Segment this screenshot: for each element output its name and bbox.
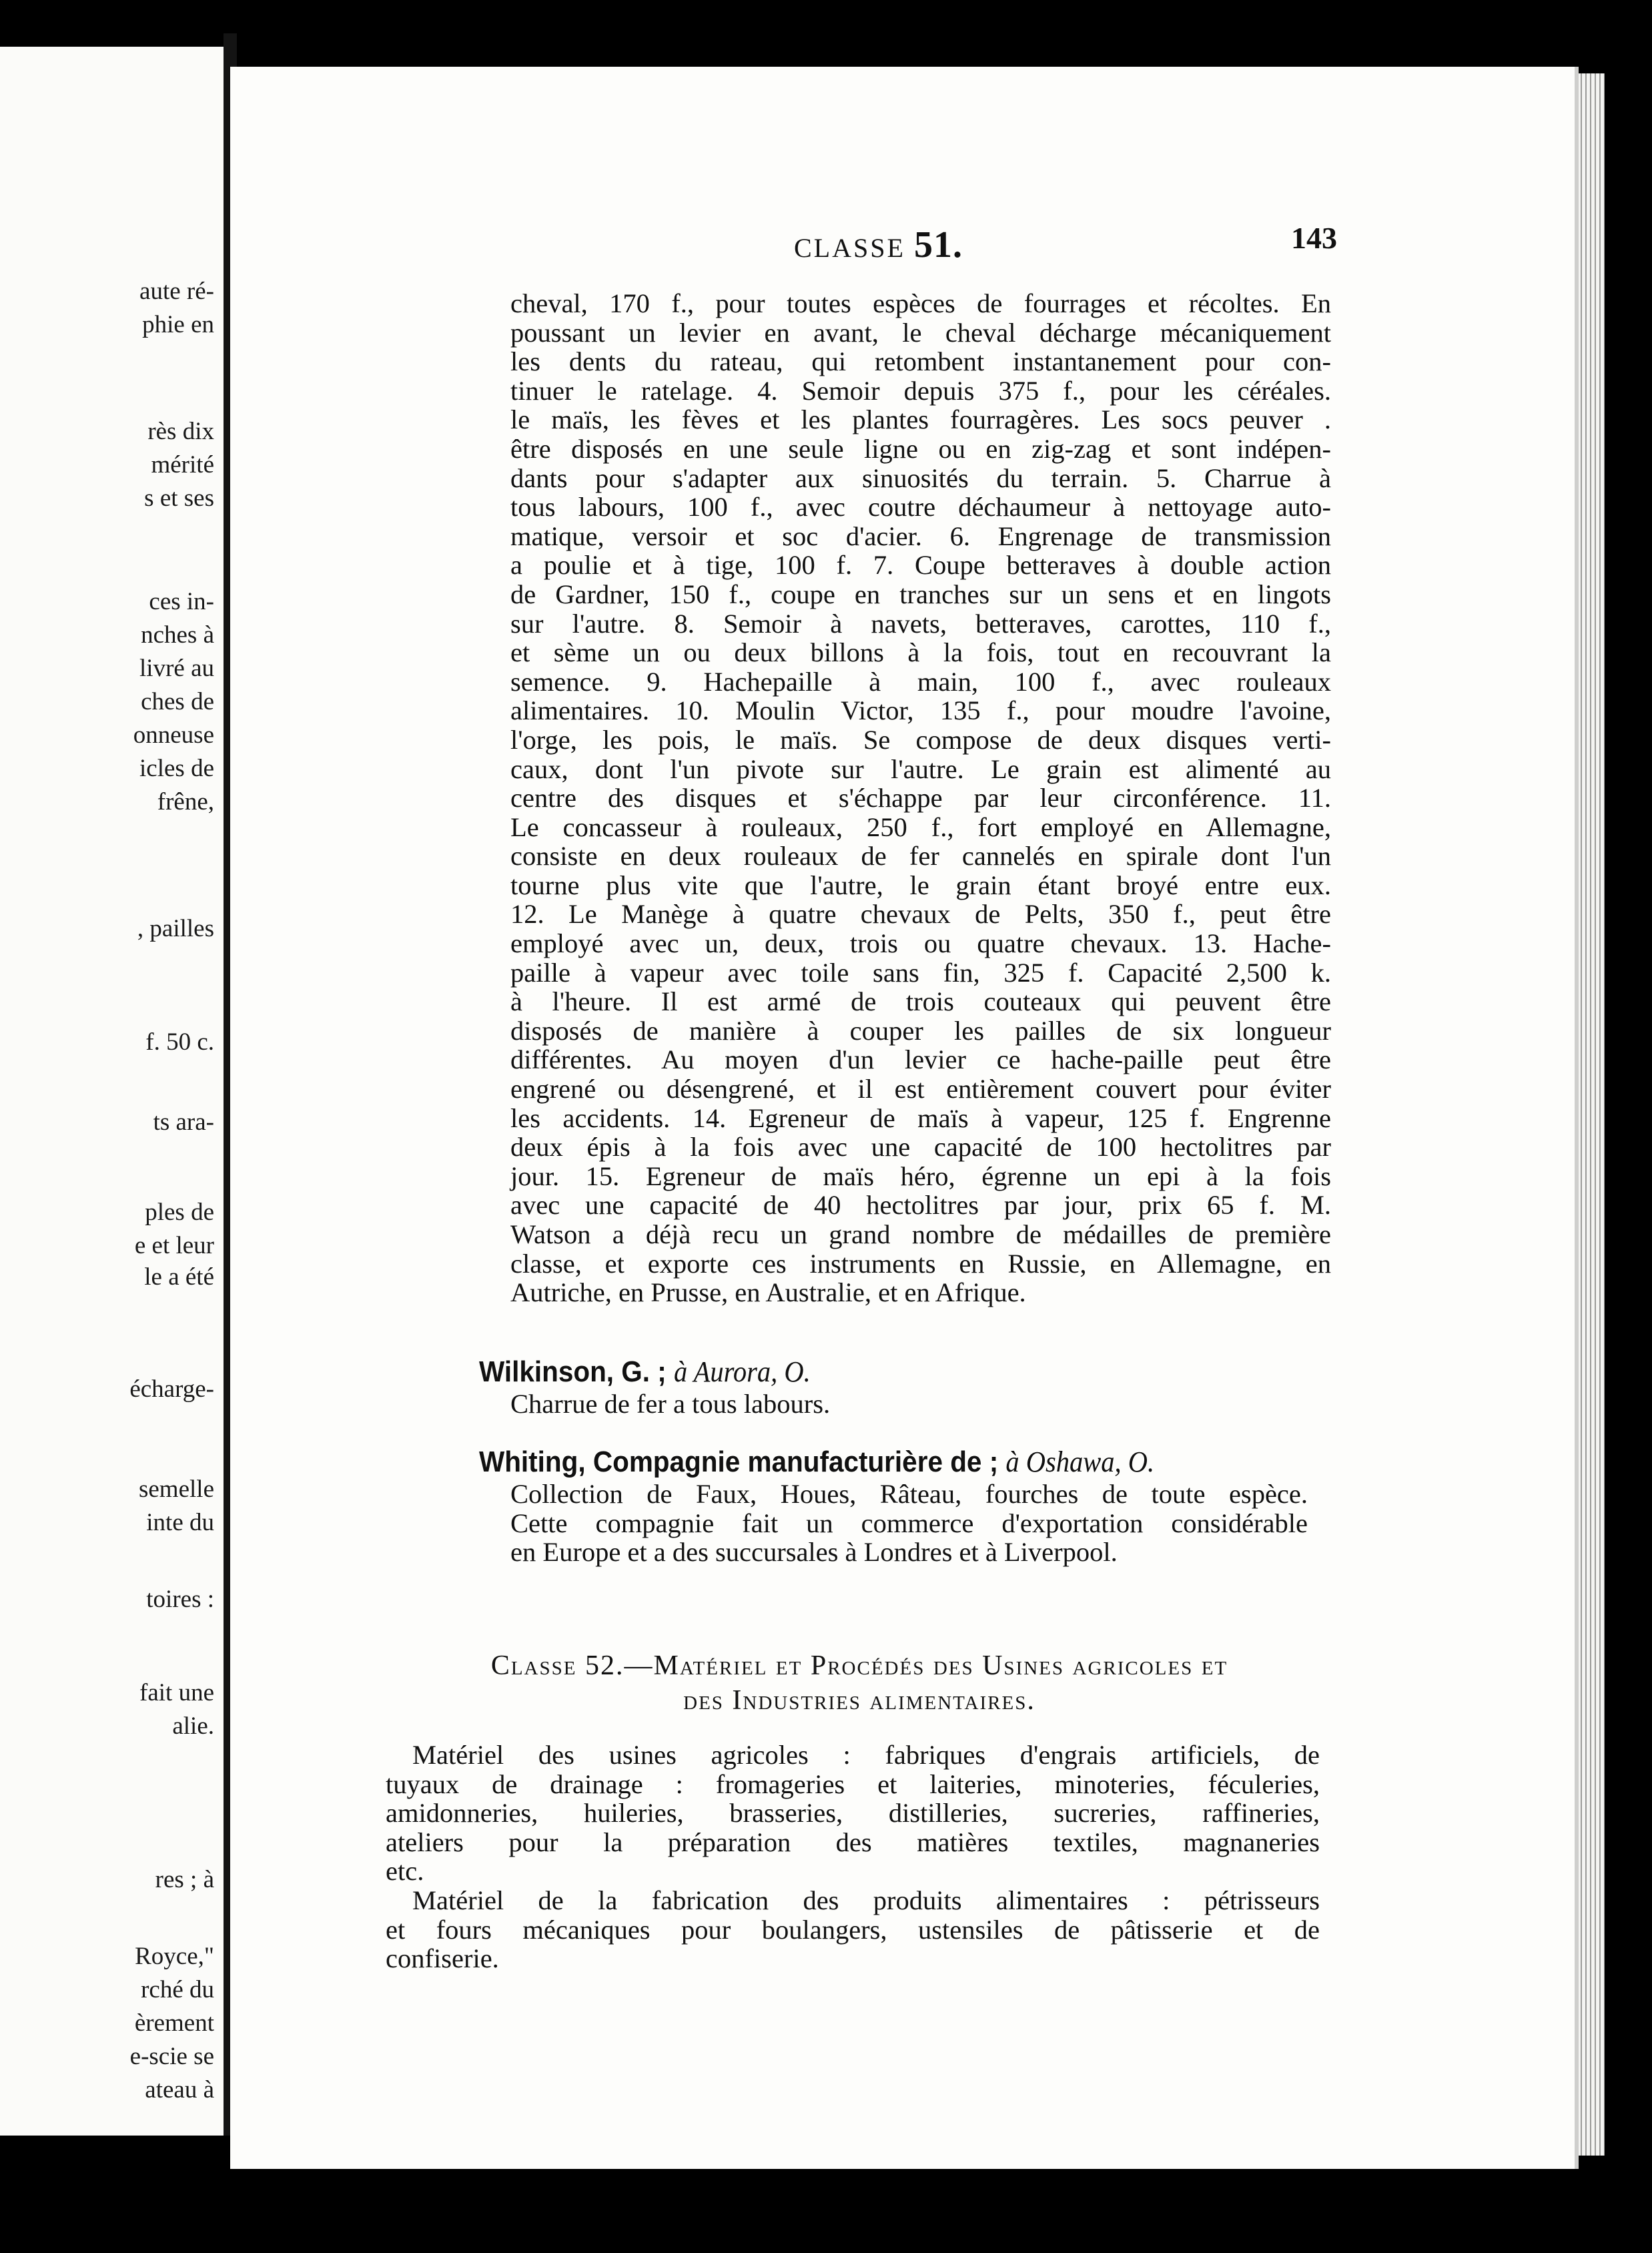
text-line: etc. — [386, 1856, 424, 1887]
text-line: l'orge, les pois, le maïs. Se compose de deux disques verti- — [510, 724, 1331, 755]
text-line: Matériel de la fabrication des produits alimentaires : pétrisseurs — [412, 1885, 1320, 1915]
running-header — [794, 224, 963, 266]
text-line: alimentaires. 10. Moulin Victor, 135 f., pour moudre l'avoine, — [510, 695, 1331, 726]
left-page-fragment: ches de — [141, 688, 214, 715]
continuation-paragraph — [510, 289, 1331, 1307]
left-page-fragment: s et ses — [144, 485, 214, 512]
class-heading-line: des Industries alimentaires. — [683, 1685, 1036, 1716]
text-line: Autriche, en Prusse, en Australie, et en Afrique. — [510, 1277, 1026, 1308]
text-line: poussant un levier en avant, le cheval décharge mécaniquement — [510, 317, 1331, 348]
text-line: consiste en deux rouleaux de fer cannelés en spirale dont l'un — [510, 841, 1331, 872]
exhibitor-location: à Aurora, O. — [674, 1355, 811, 1388]
text-line: confiserie. — [386, 1943, 499, 1974]
text-line: être disposés en une seule ligne ou en zig-zag et sont indépen- — [510, 433, 1331, 464]
text-line: Le concasseur à rouleaux, 250 f., fort employé en Allemagne, — [510, 812, 1331, 842]
left-page-fragment: toires : — [146, 1586, 214, 1613]
left-page-fragment: alie. — [172, 1712, 214, 1740]
text-line: avec une capacité de 40 hectolitres par jour, prix 65 f. M. — [510, 1190, 1331, 1221]
text-line: jour. 15. Egreneur de maïs héro, égrenne un epi à la fois — [510, 1161, 1331, 1191]
text-line: Cette compagnie fait un commerce d'exportation considérable — [510, 1508, 1308, 1538]
left-page-fragment: e-scie se — [129, 2043, 214, 2070]
text-line: 12. Le Manège à quatre chevaux de Pelts, 350 f., peut être — [510, 899, 1331, 930]
text-line: employé avec un, deux, trois ou quatre chevaux. 13. Hache- — [510, 928, 1331, 959]
text-line: matique, versoir et soc d'acier. 6. Engrenage de transmission — [510, 521, 1331, 551]
text-line: a poulie et à tige, 100 f. 7. Coupe betteraves à double action — [510, 550, 1331, 581]
text-line: tinuer le ratelage. 4. Semoir depuis 375 f., pour les céréales. — [510, 375, 1331, 406]
text-line: caux, dont l'un pivote sur l'autre. Le grain est alimenté au — [510, 753, 1331, 784]
left-page-fragment: , pailles — [137, 915, 214, 942]
left-page-fragment: aute ré- — [139, 278, 214, 305]
text-line: centre des disques et s'échappe par leur circonférence. 11. — [510, 783, 1331, 814]
text-line: cheval, 170 f., pour toutes espèces de fourrages et récoltes. En — [510, 288, 1331, 318]
left-page-fragment: phie en — [142, 311, 214, 338]
text-line: semence. 9. Hachepaille à main, 100 f., avec rouleaux — [510, 666, 1331, 697]
header-class-number: 51. — [913, 224, 963, 266]
text-line: dants pour s'adapter aux sinuosités du terrain. 5. Charrue à — [510, 462, 1331, 493]
text-line: Charrue de fer a tous labours. — [510, 1389, 831, 1419]
text-line: disposés de manière à couper les pailles de six longueur — [510, 1015, 1331, 1046]
left-page-fragment: rché du — [141, 1976, 214, 2003]
left-page-fragment: écharge- — [129, 1375, 214, 1403]
left-page-fragment: èrement — [134, 2009, 214, 2037]
left-page-fragment: Royce," — [135, 1943, 214, 1970]
text-line: engrené ou désengrené, et il est entièrement couvert pour éviter — [510, 1074, 1331, 1104]
text-line: les dents du rateau, qui retombent instantanement pour con- — [510, 346, 1331, 377]
text-line: deux épis à la fois avec une capacité de 100 hectolitres par — [510, 1132, 1331, 1163]
left-page-fragment: le a été — [144, 1263, 214, 1291]
text-line: sur l'autre. 8. Semoir à navets, betteraves, carottes, 110 f., — [510, 608, 1331, 639]
text-line: amidonneries, huileries, brasseries, distilleries, sucreries, raffineries, — [386, 1798, 1320, 1829]
left-page-fragment: nches à — [141, 621, 214, 649]
text-line: tourne plus vite que l'autre, le grain étant broyé entre eux. — [510, 870, 1331, 900]
class-description — [386, 1740, 1320, 1973]
text-line: à l'heure. Il est armé de trois couteaux qui peuvent être — [510, 986, 1331, 1017]
text-line: tuyaux de drainage : fromageries et laiteries, minoteries, féculeries, — [386, 1768, 1320, 1799]
text-line: en Europe et a des succursales à Londres et à Liverpool. — [510, 1537, 1118, 1568]
exhibitor-name: Whiting, Compagnie manufacturière de ; — [479, 1445, 999, 1478]
left-page-fragment: icles de — [139, 755, 214, 782]
left-page-fragment: livré au — [139, 655, 214, 682]
text-line: et sème un ou deux billons à la fois, tout en recouvrant la — [510, 637, 1331, 668]
left-page-fragment: onneuse — [133, 721, 214, 749]
class-heading-line: Classe 52.—Matériel et Procédés des Usines agricoles et — [490, 1650, 1228, 1681]
left-page-fragment: frêne, — [157, 788, 214, 816]
left-page-fragment: ces in- — [149, 588, 214, 615]
left-page-fragment: ples de — [145, 1199, 214, 1226]
left-page-fragment: res ; à — [155, 1866, 214, 1893]
left-page-fragment: mérité — [151, 451, 214, 478]
left-page-fragment: rès dix — [147, 418, 214, 445]
text-line: ateliers pour la préparation des matières textiles, magnaneries — [386, 1827, 1320, 1857]
header-title: CLASSE — [794, 233, 905, 263]
text-line: tous labours, 100 f., avec coutre déchaumeur à nettoyage auto- — [510, 492, 1331, 523]
text-line: Collection de Faux, Houes, Râteau, fourches de toute espèce. — [510, 1479, 1308, 1509]
exhibitor-entry — [479, 1445, 1340, 1567]
text-line: Watson a déjà recu un grand nombre de médailles de première — [510, 1219, 1331, 1249]
left-page-fragment: inte du — [146, 1509, 214, 1536]
exhibitor-entry — [479, 1355, 1340, 1419]
text-line: paille à vapeur avec toile sans fin, 325 f. Capacité 2,500 k. — [510, 957, 1331, 988]
exhibitor-location: à Oshawa, O. — [1005, 1445, 1155, 1478]
class-heading — [386, 1648, 1333, 1718]
left-page-fragment: fait une — [139, 1679, 214, 1706]
left-page-fragment: f. 50 c. — [145, 1028, 214, 1056]
exhibitor-heading — [479, 1445, 1271, 1480]
text-line: Matériel des usines agricoles : fabriques d'engrais artificiels, de — [412, 1740, 1320, 1770]
exhibitor-name: Wilkinson, G. ; — [479, 1355, 667, 1388]
page-number: 143 — [1291, 221, 1337, 255]
left-facing-page — [0, 47, 224, 2136]
exhibitor-heading — [479, 1355, 1271, 1389]
left-page-fragment: semelle — [138, 1476, 214, 1503]
text-line: le maïs, les fèves et les plantes fourragères. Les socs peuver . — [510, 404, 1331, 435]
left-page-fragment: ts ara- — [153, 1108, 214, 1136]
text-line: les accidents. 14. Egreneur de maïs à vapeur, 125 f. Engrenne — [510, 1102, 1331, 1133]
text-line: de Gardner, 150 f., coupe en tranches sur un sens et en lingots — [510, 579, 1331, 609]
exhibitor-description — [479, 1480, 1308, 1567]
exhibitor-description — [479, 1389, 1340, 1419]
left-page-fragment: ateau à — [145, 2076, 214, 2104]
text-line: et fours mécaniques pour boulangers, ustensiles de pâtisserie et de — [386, 1914, 1320, 1945]
text-line: différentes. Au moyen d'un levier ce hache-paille peut être — [510, 1044, 1331, 1075]
text-line: classe, et exporte ces instruments en Russie, en Allemagne, en — [510, 1248, 1331, 1279]
left-page-fragment: e et leur — [134, 1232, 214, 1259]
